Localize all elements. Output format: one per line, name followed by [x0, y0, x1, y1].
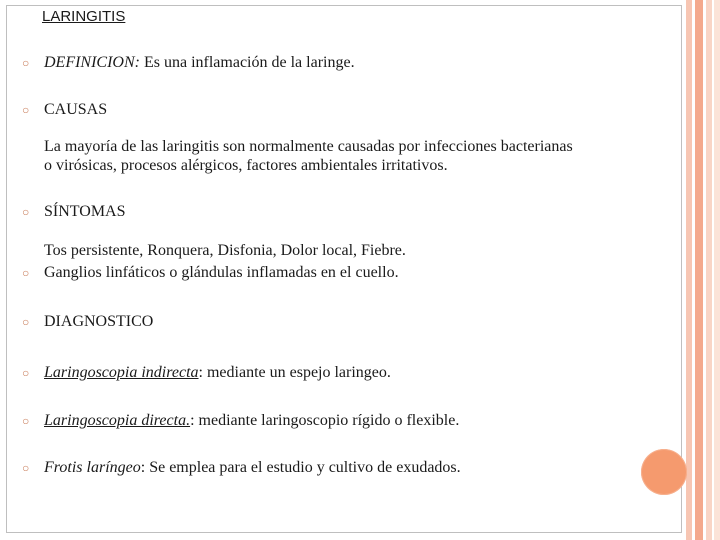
directa-label: Laringoscopia directa. — [44, 412, 191, 429]
bullet-icon: ○ — [22, 315, 30, 329]
decorative-stripe — [686, 0, 692, 540]
bullet-icon: ○ — [22, 414, 30, 428]
frotis-line — [44, 458, 461, 477]
sintomas-text-line-1: Tos persistente, Ronquera, Disfonia, Dolor local, Fiebre. — [44, 242, 406, 259]
indirecta-line — [44, 363, 391, 382]
decorative-stripe — [714, 0, 720, 540]
diagnostico-heading: DIAGNOSTICO — [44, 313, 154, 330]
sintomas-text-line-2: Ganglios linfáticos o glándulas inflamadas en el cuello. — [44, 264, 399, 281]
decorative-circle — [641, 449, 687, 495]
indirecta-label: Laringoscopia indirecta — [44, 364, 199, 381]
bullet-icon: ○ — [22, 103, 30, 117]
slide-title: LARINGITIS — [42, 8, 126, 25]
bullet-icon: ○ — [22, 461, 30, 475]
bullet-icon: ○ — [22, 266, 30, 280]
sintomas-heading: SÍNTOMAS — [44, 203, 126, 220]
bullet-icon: ○ — [22, 366, 30, 380]
definicion-label: DEFINICION: — [44, 54, 140, 71]
decorative-stripe — [695, 0, 703, 540]
definicion-text: Es una inflamación de la laringe. — [139, 54, 355, 71]
causas-text-line-2: o virósicas, procesos alérgicos, factores ambientales irritativos. — [44, 157, 448, 174]
definicion-line — [44, 53, 355, 72]
indirecta-text: mediante un espejo laringeo. — [202, 364, 391, 381]
indirecta-colon: : — [198, 364, 203, 381]
bullet-icon: ○ — [22, 205, 30, 219]
directa-text: : mediante laringoscopio rígido o flexible. — [190, 412, 460, 429]
directa-line — [44, 411, 459, 430]
decorative-stripe — [706, 0, 712, 540]
causas-text-line-1: La mayoría de las laringitis son normalmente causadas por infecciones bacterianas — [44, 138, 573, 155]
frotis-label: Frotis laríngeo — [44, 459, 141, 476]
frotis-text: : Se emplea para el estudio y cultivo de exudados. — [140, 459, 461, 476]
bullet-icon: ○ — [22, 56, 30, 70]
causas-heading: CAUSAS — [44, 101, 108, 118]
